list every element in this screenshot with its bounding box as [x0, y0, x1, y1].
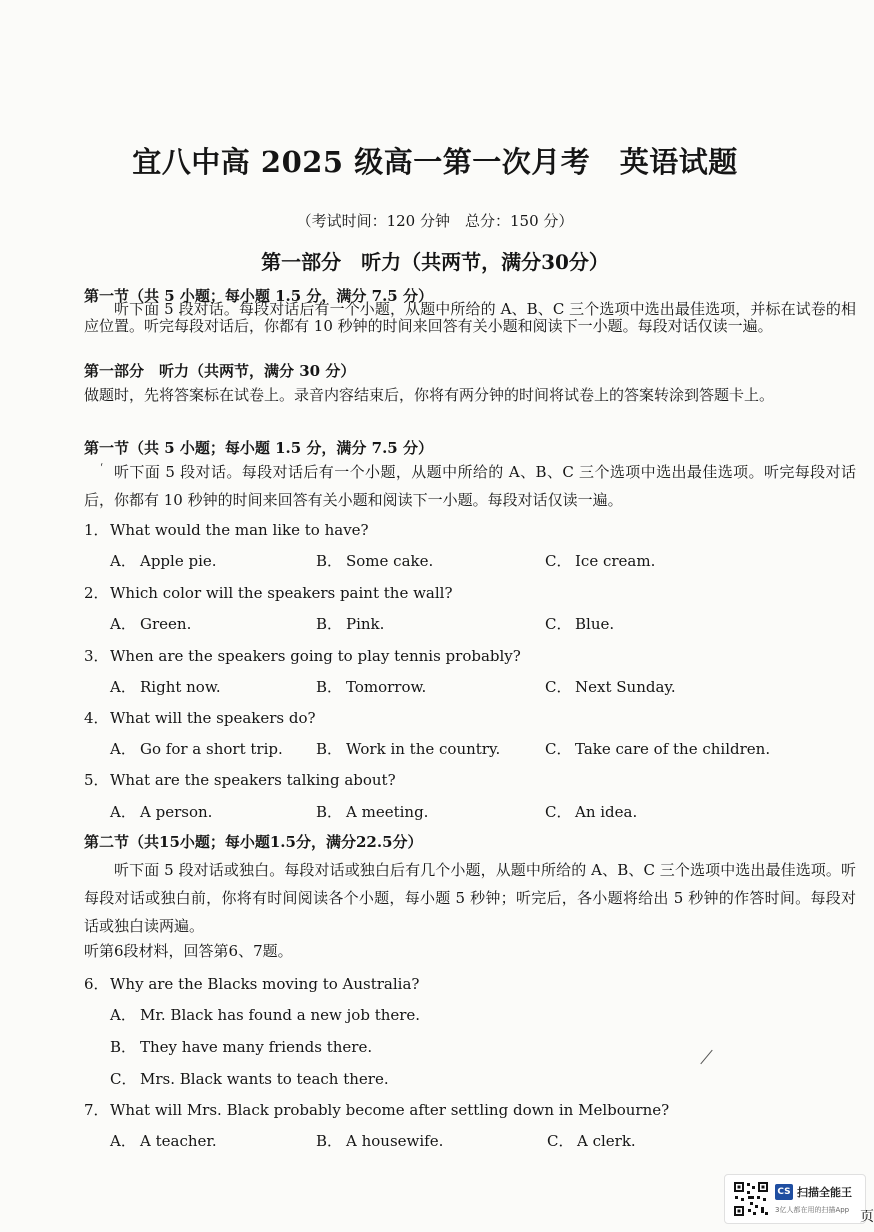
option-6c: C． Mrs. Black wants to teach there.: [110, 1070, 389, 1088]
question-5: [84, 769, 396, 790]
option-7c: C． A clerk.: [547, 1132, 636, 1150]
question-number: 6．: [84, 975, 109, 993]
question-text: What are the speakers talking about?: [110, 771, 396, 789]
section-one-instructions-repeat: 听下面 5 段对话。每段对话后有一个小题，从题中所给的 A、B、C 三个选项中选出最佳选项。听完每段对话后，你都有 10 秒钟的时间来回答有关小题和阅读下一小题。每段对话仅读一遍。: [84, 463, 856, 509]
question-text: Which color will the speakers paint the wall?: [110, 584, 453, 602]
question-4: [84, 707, 316, 728]
option-7a: A． A teacher.: [110, 1132, 217, 1150]
question-text: What will Mrs. Black probably become after settling down in Melbourne?: [110, 1101, 670, 1119]
option-1c: C． Ice cream.: [545, 552, 656, 570]
option-6b: B． They have many friends there.: [110, 1038, 373, 1056]
option-1b: B． Some cake.: [316, 552, 434, 570]
option-4b: B． Work in the country.: [316, 740, 501, 758]
option-4a: A． Go for a short trip.: [110, 740, 283, 758]
question-number: 2．: [84, 584, 109, 602]
question-3: [84, 645, 521, 666]
scanner-app-name: 扫描全能王: [797, 1186, 852, 1199]
qr-code-icon: [733, 1181, 769, 1217]
option-3a: A． Right now.: [110, 678, 221, 696]
question-number: 7．: [84, 1101, 109, 1119]
option-2a: A． Green.: [110, 615, 192, 633]
option-2b: B． Pink.: [316, 615, 385, 633]
section-one-heading: 第一节（共 5 小题；每小题 1.5 分，满分 7.5 分）: [84, 287, 433, 305]
question-7: [84, 1099, 669, 1120]
pen-stroke: [700, 1050, 712, 1064]
option-1a: A． Apple pie.: [110, 552, 217, 570]
section-one-heading-repeat: 第一节（共 5 小题；每小题 1.5 分，满分 7.5 分）: [84, 439, 433, 457]
answer-transfer-instructions: 做题时，先将答案标在试卷上。录音内容结束后，你将有两分钟的时间将试卷上的答案转涂到答题卡上。: [84, 386, 775, 404]
option-3c: C． Next Sunday.: [545, 678, 676, 696]
question-text: What will the speakers do?: [110, 709, 316, 727]
question-text: Why are the Blacks moving to Australia?: [110, 975, 420, 993]
option-3b: B． Tomorrow.: [316, 678, 427, 696]
option-6a: A． Mr. Black has found a new job there.: [110, 1006, 421, 1024]
part-one-heading: 第一部分 听力（共两节，满分30分）: [261, 250, 609, 274]
question-number: 5．: [84, 771, 109, 789]
section-one-instructions: 听下面 5 段对话。每段对话后有一个小题，从题中所给的 A、B、C 三个选项中选出最佳选项，并标在试卷的相应位置。听完每段对话后，你都有 10 秒钟的时间来回答有关小题和阅读下一小题。每段对话仅读一遍。: [84, 300, 856, 335]
scanner-watermark: [724, 1174, 866, 1224]
cropped-edge-char: 页: [860, 1209, 874, 1225]
question-2: [84, 582, 453, 603]
section-two-instructions: 听下面 5 段对话或独白。每段对话或独白后有几个小题，从题中所给的 A、B、C 三个选项中选出最佳选项。听每段对话或独白前，你将有时间阅读各个小题，每小题 5 秒钟；听完后，各小题将给出 5 秒钟的作答时间。每段对话或独白读两遍。: [84, 861, 856, 935]
exam-duration: （考试时间：120 分钟 总分：150 分）: [296, 212, 574, 230]
question-1: [84, 519, 369, 540]
question-number: 4．: [84, 709, 109, 727]
option-5c: C． An idea.: [545, 803, 638, 821]
question-text: What would the man like to have?: [110, 521, 369, 539]
section-two-heading: 第二节（共15小题；每小题1.5分，满分22.5分）: [84, 833, 423, 851]
camscanner-logo-icon: CS: [775, 1184, 793, 1200]
option-4c: C． Take care of the children.: [545, 740, 771, 758]
exam-title: 宜八中高 2025 级高一第一次月考 英语试题: [132, 145, 738, 179]
material-six-note: 听第6段材料，回答第6、7题。: [84, 942, 293, 960]
option-5b: B． A meeting.: [316, 803, 429, 821]
stray-mark: ˊ: [97, 461, 109, 477]
option-5a: A． A person.: [110, 803, 213, 821]
question-text: When are the speakers going to play tennis probably?: [110, 647, 521, 665]
question-6: [84, 973, 419, 994]
option-2c: C． Blue.: [545, 615, 615, 633]
option-7b: B． A housewife.: [316, 1132, 444, 1150]
question-number: 3．: [84, 647, 109, 665]
question-number: 1．: [84, 521, 109, 539]
part-one-heading-repeat: 第一部分 听力（共两节，满分 30 分）: [84, 362, 356, 380]
scanner-tagline: 3亿人都在用的扫描App: [775, 1206, 850, 1214]
